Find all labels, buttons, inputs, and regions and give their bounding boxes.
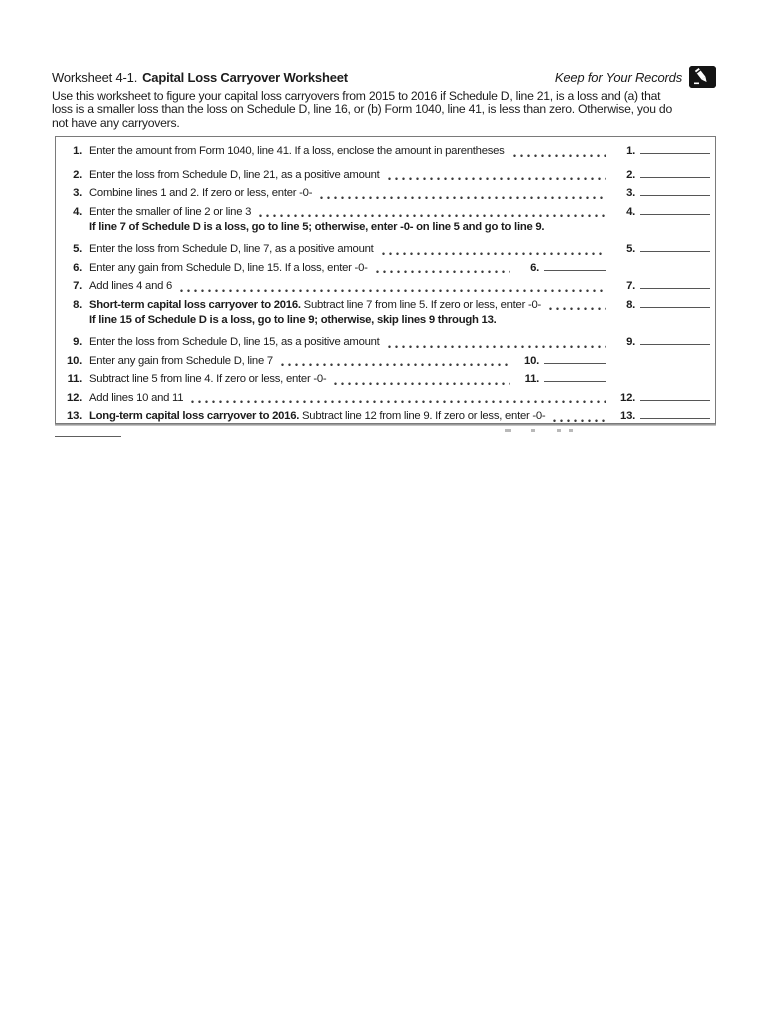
entry-field-line-6[interactable] xyxy=(544,259,606,271)
row-text: Enter the amount from Form 1040, line 41. If a loss, enclose the amount in parentheses xyxy=(89,145,505,157)
entry-label: 2. xyxy=(626,168,635,181)
row-text: Combine lines 1 and 2. If zero or less, enter -0- xyxy=(89,187,313,200)
worksheet-row xyxy=(62,203,710,222)
worksheet-row xyxy=(62,259,710,278)
row-text: Enter the loss from Schedule D, line 7, as a positive amount xyxy=(89,242,374,255)
worksheet-header xyxy=(52,66,716,88)
entry-label: 9. xyxy=(626,335,635,348)
worksheet-row xyxy=(62,314,710,333)
entry-group xyxy=(613,166,710,182)
line-number: 7. xyxy=(73,280,82,293)
dot-leader xyxy=(279,358,510,367)
entry-label: 7. xyxy=(626,280,635,293)
worksheet-row xyxy=(62,296,710,315)
worksheet-row xyxy=(62,166,710,185)
entry-field-line-10[interactable] xyxy=(544,352,606,364)
line-number: 13. xyxy=(67,410,82,423)
dot-leader xyxy=(257,209,606,218)
entry-field-line-4[interactable] xyxy=(640,203,710,215)
entry-group xyxy=(613,277,710,293)
entry-label: 12. xyxy=(620,391,635,404)
footnote-rule xyxy=(55,436,121,437)
entry-group xyxy=(613,184,710,200)
row-text: Add lines 10 and 11 xyxy=(89,391,184,404)
intro-paragraph xyxy=(52,90,752,130)
worksheet-number-label: Worksheet 4-1. xyxy=(52,69,138,85)
line-number: 9. xyxy=(73,335,82,348)
row-bold-text: Short-term capital loss carryover to 2016. xyxy=(89,298,301,311)
entry-group xyxy=(613,240,710,256)
entry-field-line-11[interactable] xyxy=(544,370,606,382)
row-text: If line 7 of Schedule D is a loss, go to line 5; otherwise, enter -0- on line 5 and go to line 9. xyxy=(89,221,545,234)
row-text: Enter the loss from Schedule D, line 21, as a positive amount xyxy=(89,168,380,181)
line-number: 10. xyxy=(67,354,82,367)
row-text: Enter any gain from Schedule D, line 7 xyxy=(89,354,273,367)
dot-leader xyxy=(386,172,606,181)
entry-field-line-13[interactable] xyxy=(640,407,710,419)
intro-line: Use this worksheet to figure your capital loss carryovers from 2015 to 2016 if Schedule D, line 21, is a loss and (a) that xyxy=(52,90,661,103)
entry-label: 5. xyxy=(626,242,635,255)
row-text: If line 15 of Schedule D is a loss, go to line 9; otherwise, skip lines 9 through 13. xyxy=(89,314,497,327)
line-number: 8. xyxy=(73,298,82,311)
dot-leader xyxy=(189,395,606,404)
dot-leader xyxy=(551,414,606,423)
records-note-group xyxy=(555,66,716,88)
entry-field-line-1[interactable] xyxy=(640,142,710,154)
dot-leader xyxy=(374,265,510,274)
row-text: Enter the loss from Schedule D, line 15, as a positive amount xyxy=(89,335,380,348)
row-text: Enter the smaller of line 2 or line 3 xyxy=(89,205,252,218)
line-number: 3. xyxy=(73,187,82,200)
faint-print-artifact xyxy=(505,429,585,434)
worksheet-row xyxy=(62,142,710,161)
dot-leader xyxy=(380,247,606,256)
line-number: 1. xyxy=(73,145,82,157)
worksheet-row xyxy=(62,221,710,240)
entry-label: 13. xyxy=(620,410,635,423)
worksheet-row xyxy=(62,352,710,371)
entry-group xyxy=(517,370,606,386)
entry-field-line-5[interactable] xyxy=(640,240,710,252)
line-number: 11. xyxy=(67,373,82,386)
worksheet-row xyxy=(62,277,710,296)
intro-line: not have any carryovers. xyxy=(52,115,180,130)
entry-label: 1. xyxy=(626,145,635,157)
worksheet-row xyxy=(62,240,710,259)
entry-group xyxy=(517,259,606,275)
line-number: 12. xyxy=(67,391,82,404)
dot-leader xyxy=(547,302,606,311)
worksheet-row xyxy=(62,333,710,352)
entry-group xyxy=(613,296,710,312)
worksheet-row xyxy=(62,389,710,408)
entry-label: 6. xyxy=(530,261,539,274)
line-number: 6. xyxy=(73,261,82,274)
entry-field-line-7[interactable] xyxy=(640,277,710,289)
entry-field-line-3[interactable] xyxy=(640,184,710,196)
entry-group xyxy=(613,333,710,349)
row-text: Add lines 4 and 6 xyxy=(89,280,173,293)
line-number: 4. xyxy=(73,205,82,218)
entry-field-line-12[interactable] xyxy=(640,389,710,401)
dot-leader xyxy=(178,284,606,293)
dot-leader xyxy=(511,149,606,158)
entry-group xyxy=(613,203,710,219)
entry-group xyxy=(613,407,710,423)
row-text: Subtract line 5 from line 4. If zero or less, enter -0- xyxy=(89,373,327,386)
entry-field-line-8[interactable] xyxy=(640,296,710,308)
worksheet-box xyxy=(55,136,716,424)
line-number: 5. xyxy=(73,242,82,255)
entry-group xyxy=(613,142,710,158)
dot-leader xyxy=(386,340,606,349)
pencil-icon xyxy=(689,66,716,88)
dot-leader xyxy=(318,191,606,200)
row-text: Enter any gain from Schedule D, line 15. If a loss, enter -0- xyxy=(89,261,368,274)
row-bold-text: Long-term capital loss carryover to 2016. xyxy=(89,410,300,423)
worksheet-rows xyxy=(62,142,710,424)
entry-label: 4. xyxy=(626,205,635,218)
entry-field-line-9[interactable] xyxy=(640,333,710,345)
entry-label: 11. xyxy=(524,373,539,386)
entry-field-line-2[interactable] xyxy=(640,166,710,178)
entry-group xyxy=(613,389,710,405)
worksheet-row xyxy=(62,184,710,203)
row-text: Subtract line 7 from line 5. If zero or less, enter -0- xyxy=(300,298,542,311)
intro-line: loss is a smaller loss than the loss on Schedule D, line 16, or (b) Form 1040, line 41, is less than zero. Otherwise, you do xyxy=(52,102,672,117)
line-number: 2. xyxy=(73,168,82,181)
entry-label: 8. xyxy=(626,298,635,311)
worksheet-row xyxy=(62,407,710,424)
entry-label: 10. xyxy=(524,354,539,367)
dot-leader xyxy=(332,377,510,386)
page-title: Capital Loss Carryover Worksheet xyxy=(142,69,348,85)
worksheet-row xyxy=(62,370,710,389)
entry-group xyxy=(517,352,606,368)
row-text: Subtract line 12 from line 9. If zero or less, enter -0- xyxy=(299,410,546,423)
keep-for-records-note: Keep for Your Records xyxy=(554,69,682,85)
entry-label: 3. xyxy=(626,187,635,200)
